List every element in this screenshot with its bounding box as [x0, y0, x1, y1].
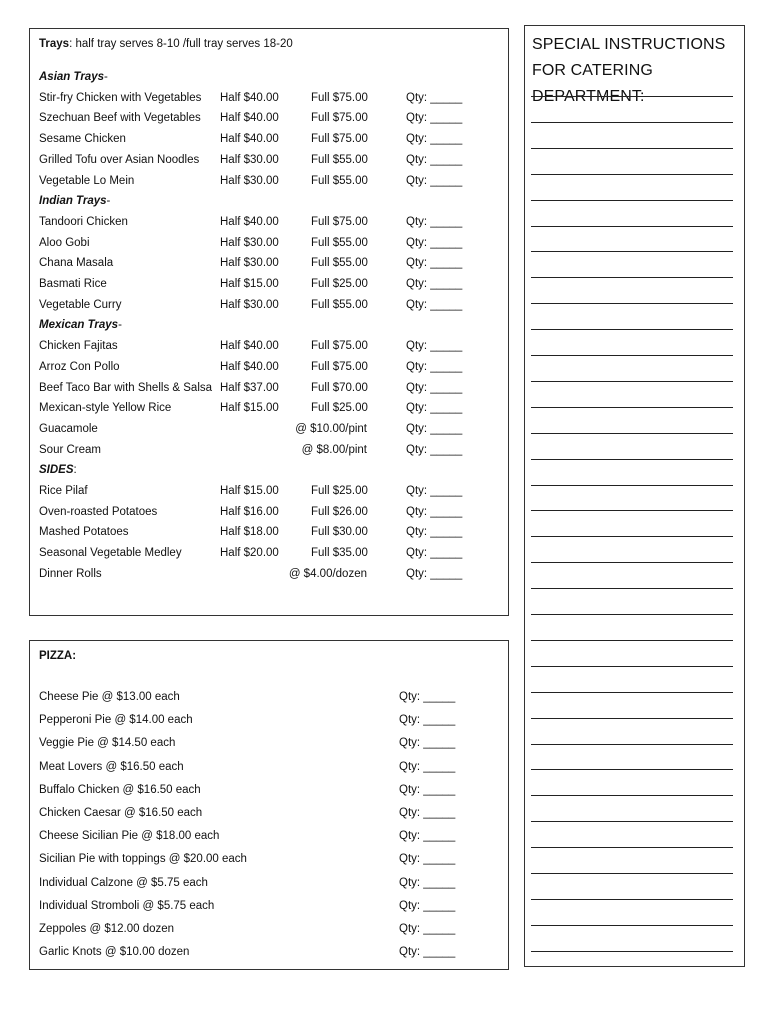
qty-field[interactable]: Qty: _____	[406, 505, 463, 518]
pizza-heading: PIZZA:	[39, 650, 77, 662]
half-tray-price: Half $20.00	[220, 547, 279, 560]
pizza-item-name: Individual Calzone @ $5.75 each	[39, 876, 208, 889]
tray-category-suffix: -	[104, 71, 108, 83]
instruction-write-line[interactable]	[531, 485, 733, 486]
half-tray-price: Half $18.00	[220, 526, 279, 539]
qty-field[interactable]: Qty: _____	[406, 236, 463, 249]
instruction-write-line[interactable]	[531, 277, 733, 278]
pizza-item-name: Zeppoles @ $12.00 dozen	[39, 923, 175, 935]
instruction-write-line[interactable]	[531, 433, 733, 434]
tray-item-name: Seasonal Vegetable Medley	[39, 547, 182, 560]
instruction-write-line[interactable]	[531, 769, 733, 770]
half-tray-price: Half $30.00	[220, 174, 279, 187]
instruction-write-line[interactable]	[531, 122, 733, 123]
tray-category-label: SIDES	[39, 464, 74, 477]
instruction-write-line[interactable]	[531, 407, 733, 408]
qty-field[interactable]: Qty: _____	[399, 737, 456, 750]
qty-field[interactable]: Qty: _____	[406, 133, 463, 146]
half-tray-price: Half $15.00	[220, 485, 279, 497]
instruction-write-line[interactable]	[531, 251, 733, 252]
pizza-section	[29, 640, 509, 970]
pizza-item-name: Sicilian Pie with toppings @ $20.00 each	[39, 853, 247, 866]
qty-field[interactable]: Qty: _____	[406, 526, 463, 539]
half-tray-price: Half $30.00	[220, 298, 279, 311]
half-tray-price: Half $37.00	[220, 381, 279, 394]
tray-item-name: Vegetable Lo Mein	[39, 174, 135, 187]
tray-category-label: Asian Trays	[39, 71, 104, 83]
tray-item-name: Rice Pilaf	[39, 485, 88, 497]
qty-field[interactable]: Qty: _____	[406, 381, 463, 394]
unit-price: @ $4.00/dozen	[288, 567, 367, 580]
tray-item-name: Chicken Fajitas	[39, 340, 118, 353]
half-tray-price: Half $30.00	[220, 236, 279, 249]
instruction-write-line[interactable]	[531, 200, 733, 201]
instruction-write-line[interactable]	[531, 510, 733, 511]
instruction-write-line[interactable]	[531, 640, 733, 641]
qty-field[interactable]: Qty: _____	[406, 215, 463, 228]
pizza-item-name: Garlic Knots @ $10.00 dozen	[39, 946, 190, 959]
half-tray-price: Half $40.00	[220, 360, 279, 373]
full-tray-price: Full $35.00	[311, 547, 368, 560]
tray-item-name: Sesame Chicken	[39, 133, 126, 146]
unit-price: @ $8.00/pint	[301, 443, 367, 456]
tray-item-name: Arroz Con Pollo	[39, 360, 120, 373]
full-tray-price: Full $55.00	[311, 236, 368, 249]
qty-field[interactable]: Qty: _____	[399, 807, 456, 819]
qty-field[interactable]: Qty: _____	[406, 547, 463, 560]
tray-category-label: Mexican Trays	[39, 319, 119, 332]
pizza-item-name: Buffalo Chicken @ $16.50 each	[39, 783, 201, 796]
half-tray-price: Half $16.00	[220, 505, 279, 518]
pizza-item-name: Meat Lovers @ $16.50 each	[39, 760, 184, 773]
tray-category-suffix: :	[73, 464, 77, 477]
instruction-write-line[interactable]	[531, 925, 733, 926]
full-tray-price: Full $25.00	[311, 485, 368, 497]
instruction-write-line[interactable]	[531, 174, 733, 175]
instruction-write-line[interactable]	[531, 381, 733, 382]
tray-item-name: Dinner Rolls	[39, 567, 102, 580]
qty-field[interactable]: Qty: _____	[406, 174, 463, 187]
full-tray-price: Full $30.00	[311, 526, 368, 539]
instruction-write-line[interactable]	[531, 899, 733, 900]
qty-field[interactable]: Qty: _____	[399, 946, 456, 959]
instruction-write-line[interactable]	[531, 795, 733, 796]
tray-category-suffix: -	[118, 319, 122, 332]
special-instructions-title: SPECIAL INSTRUCTIONS FOR CATERING DEPARTMENT:	[532, 36, 726, 105]
half-tray-price: Half $30.00	[220, 257, 279, 270]
tray-item-name: Beef Taco Bar with Shells & Salsa	[39, 381, 213, 394]
instruction-write-line[interactable]	[531, 588, 733, 589]
instruction-write-line[interactable]	[531, 614, 733, 615]
tray-item-name: Mashed Potatoes	[39, 526, 129, 539]
instruction-write-line[interactable]	[531, 459, 733, 460]
half-tray-price: Half $30.00	[220, 153, 279, 166]
tray-item-name: Grilled Tofu over Asian Noodles	[39, 153, 200, 166]
qty-field[interactable]: Qty: _____	[399, 923, 456, 935]
unit-price: @ $10.00/pint	[295, 422, 367, 435]
instruction-write-line[interactable]	[531, 355, 733, 356]
trays-heading-label: Trays	[39, 38, 70, 50]
instruction-write-line[interactable]	[531, 744, 733, 745]
special-instructions-section	[524, 25, 745, 967]
instruction-write-line[interactable]	[531, 666, 733, 667]
qty-field[interactable]: Qty: _____	[399, 853, 456, 866]
qty-field[interactable]: Qty: _____	[406, 298, 463, 311]
instruction-write-line[interactable]	[531, 303, 733, 304]
trays-section	[29, 28, 509, 616]
qty-field[interactable]: Qty: _____	[406, 360, 463, 373]
instruction-write-line[interactable]	[531, 718, 733, 719]
full-tray-price: Full $75.00	[311, 360, 368, 373]
tray-item-name: Tandoori Chicken	[39, 215, 128, 228]
full-tray-price: Full $75.00	[311, 133, 368, 146]
qty-field[interactable]: Qty: _____	[399, 760, 456, 773]
qty-field[interactable]: Qty: _____	[406, 402, 463, 415]
instruction-write-line[interactable]	[531, 692, 733, 693]
qty-field[interactable]: Qty: _____	[399, 876, 456, 889]
tray-item-name: Oven-roasted Potatoes	[39, 505, 158, 518]
qty-field[interactable]: Qty: _____	[406, 443, 463, 456]
qty-field[interactable]: Qty: _____	[406, 91, 463, 104]
full-tray-price: Full $75.00	[311, 340, 368, 353]
tray-item-name: Guacamole	[39, 422, 98, 435]
qty-field[interactable]: Qty: _____	[399, 714, 456, 727]
tray-item-name: Basmati Rice	[39, 278, 107, 290]
qty-field[interactable]: Qty: _____	[406, 278, 463, 290]
full-tray-price: Full $55.00	[311, 298, 368, 311]
half-tray-price: Half $15.00	[220, 402, 279, 415]
qty-field[interactable]: Qty: _____	[406, 422, 463, 435]
pizza-item-name: Veggie Pie @ $14.50 each	[39, 737, 176, 750]
tray-item-name: Chana Masala	[39, 257, 114, 270]
qty-field[interactable]: Qty: _____	[406, 485, 463, 497]
qty-field[interactable]: Qty: _____	[399, 830, 456, 843]
pizza-item-name: Individual Stromboli @ $5.75 each	[39, 899, 215, 912]
instruction-write-line[interactable]	[531, 821, 733, 822]
instruction-write-line[interactable]	[531, 148, 733, 149]
instruction-write-line[interactable]	[531, 329, 733, 330]
tray-category-suffix: -	[106, 195, 111, 208]
tray-item-name: Aloo Gobi	[39, 236, 90, 249]
full-tray-price: Full $25.00	[311, 278, 368, 290]
qty-field[interactable]: Qty: _____	[399, 899, 456, 912]
tray-category-label: Indian Trays	[39, 195, 107, 208]
full-tray-price: Full $55.00	[311, 257, 368, 270]
trays-heading-text: : half tray serves 8-10 /full tray serves 18-20	[69, 38, 293, 50]
qty-field[interactable]: Qty: _____	[406, 340, 463, 353]
instruction-write-line[interactable]	[531, 226, 733, 227]
qty-field[interactable]: Qty: _____	[399, 783, 456, 796]
full-tray-price: Full $75.00	[311, 91, 368, 104]
full-tray-price: Full $70.00	[311, 381, 368, 394]
full-tray-price: Full $55.00	[311, 174, 368, 187]
tray-item-name: Szechuan Beef with Vegetables	[39, 112, 201, 125]
half-tray-price: Half $40.00	[220, 340, 279, 353]
qty-field[interactable]: Qty: _____	[406, 567, 463, 580]
instruction-write-line[interactable]	[531, 96, 733, 97]
pizza-item-name: Chicken Caesar @ $16.50 each	[39, 807, 203, 819]
instruction-write-line[interactable]	[531, 562, 733, 563]
half-tray-price: Half $40.00	[220, 133, 279, 146]
qty-field[interactable]: Qty: _____	[406, 257, 463, 270]
qty-field[interactable]: Qty: _____	[399, 691, 456, 703]
full-tray-price: Full $75.00	[311, 112, 368, 125]
half-tray-price: Half $40.00	[220, 112, 279, 125]
full-tray-price: Full $26.00	[311, 505, 368, 518]
full-tray-price: Full $75.00	[311, 215, 368, 228]
instruction-write-line[interactable]	[531, 847, 733, 848]
pizza-item-name: Cheese Sicilian Pie @ $18.00 each	[39, 830, 220, 843]
qty-field[interactable]: Qty: _____	[406, 153, 463, 166]
tray-item-name: Vegetable Curry	[39, 298, 122, 311]
tray-item-name: Sour Cream	[39, 443, 101, 456]
tray-item-name: Stir-fry Chicken with Vegetables	[39, 91, 202, 104]
full-tray-price: Full $55.00	[311, 153, 368, 166]
tray-item-name: Mexican-style Yellow Rice	[39, 402, 172, 415]
full-tray-price: Full $25.00	[311, 402, 368, 415]
half-tray-price: Half $40.00	[220, 215, 279, 228]
instruction-write-line[interactable]	[531, 873, 733, 874]
half-tray-price: Half $40.00	[220, 91, 279, 104]
qty-field[interactable]: Qty: _____	[406, 112, 463, 125]
pizza-item-name: Cheese Pie @ $13.00 each	[39, 691, 180, 703]
pizza-item-name: Pepperoni Pie @ $14.00 each	[39, 714, 193, 727]
half-tray-price: Half $15.00	[220, 278, 279, 290]
instruction-write-line[interactable]	[531, 951, 733, 952]
instruction-write-line[interactable]	[531, 536, 733, 537]
